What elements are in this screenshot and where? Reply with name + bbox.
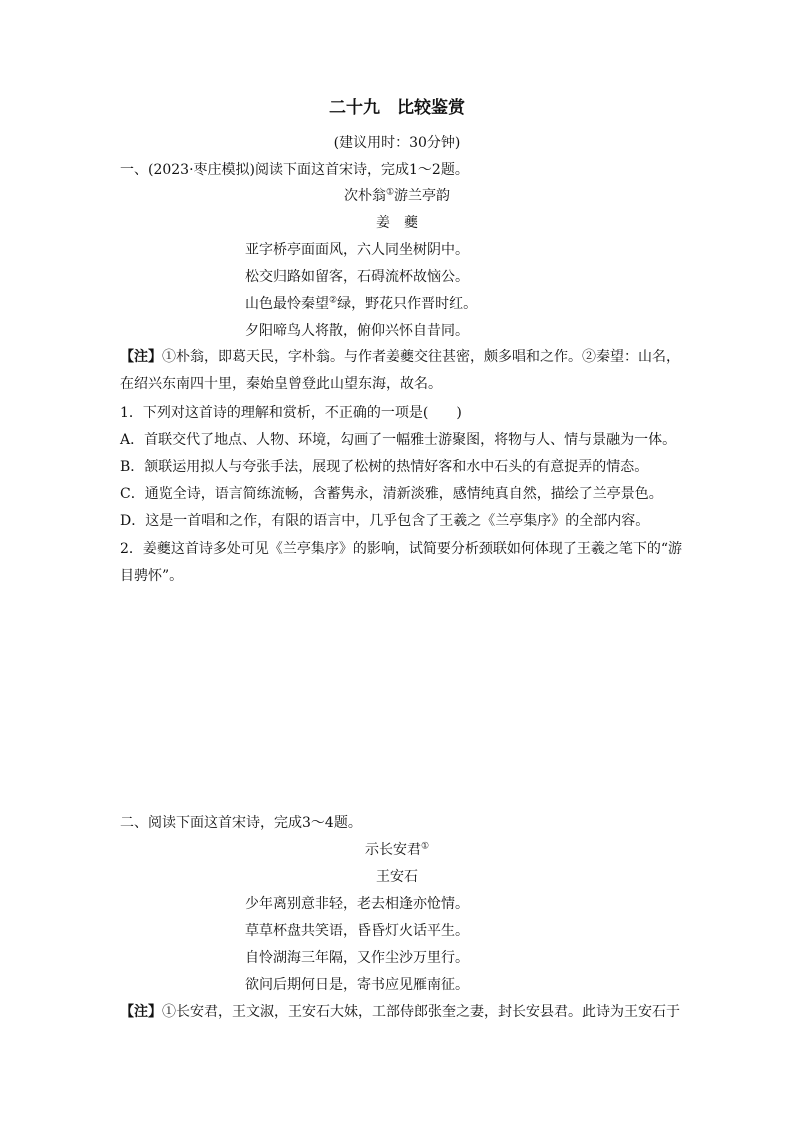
note-label: 【注】 — [120, 1004, 162, 1020]
poem1-line: 夕阳啼鸟人将散，俯仰兴怀自昔同。 — [245, 323, 469, 339]
page-title: 二十九 比较鉴赏 — [329, 98, 465, 118]
poem1-author: 姜 夔 — [376, 215, 418, 231]
question-1: 1．下列对这首诗的理解和赏析，不正确的一项是( ) — [120, 405, 462, 421]
footnote-mark: ② — [329, 295, 338, 306]
poem2-line: 少年离别意非轻，老去相逢亦怆情。 — [245, 896, 469, 912]
poem1-line: 山色最怜秦望②绿，野花只作晋时红。 — [245, 295, 478, 312]
footnote-mark: ① — [420, 841, 430, 852]
footnote-mark: ① — [385, 187, 395, 198]
poem1-line: 亚字桥亭面面风，六人同坐树阴中。 — [245, 242, 469, 258]
question-2: 2．姜夔这首诗多处可见《兰亭集序》的影响，试简要分析颈联如何体现了王羲之笔下的“游目骋怀”。 — [120, 541, 683, 584]
poem2-title: 示长安君① — [364, 841, 430, 858]
option-d: D．这是一首唱和之作，有限的语言中，几乎包含了王羲之《兰亭集序》的全部内容。 — [120, 513, 650, 529]
option-c: C．通览全诗，语言简练流畅，含蓄隽永，清新淡雅，感情纯真自然，描绘了兰亭景色。 — [120, 486, 663, 502]
poem2-line: 草草杯盘共笑语，昏昏灯火话平生。 — [245, 923, 469, 939]
option-a: A．首联交代了地点、人物、环境，勾画了一幅雅士游聚图，将物与人、情与景融为一体。 — [120, 432, 677, 448]
option-b: B．颔联运用拟人与夸张手法，展现了松树的热情好客和水中石头的有意捉弄的情态。 — [120, 459, 649, 475]
poem1-line: 松交归路如留客，石碍流杯故恼公。 — [245, 269, 469, 285]
poem2-line: 欲问后期何日是，寄书应见雁南征。 — [245, 977, 469, 993]
section1-heading: 一、(2023·枣庄模拟)阅读下面这首宋诗，完成1～2题。 — [120, 162, 469, 178]
poem2-note: 【注】①长安君，王文淑，王安石大妹，工部侍郎张奎之妻，封长安县君。此诗为王安石于 — [120, 1004, 680, 1020]
suggested-time: (建议用时：30分钟) — [333, 135, 461, 151]
poem1-note: 【注】①朴翁，即葛天民，字朴翁。与作者姜夔交往甚密，颇多唱和之作。②秦望：山名，在绍兴东南四十里，秦始皇曾登此山望东海，故名。 — [120, 349, 680, 392]
poem1-title: 次朴翁①游兰亭韵 — [343, 187, 451, 204]
poem2-author: 王安石 — [376, 869, 418, 885]
note-label: 【注】 — [120, 349, 162, 365]
poem2-line: 自怜湖海三年隔，又作尘沙万里行。 — [245, 950, 469, 966]
section2-heading: 二、阅读下面这首宋诗，完成3～4题。 — [120, 815, 362, 831]
